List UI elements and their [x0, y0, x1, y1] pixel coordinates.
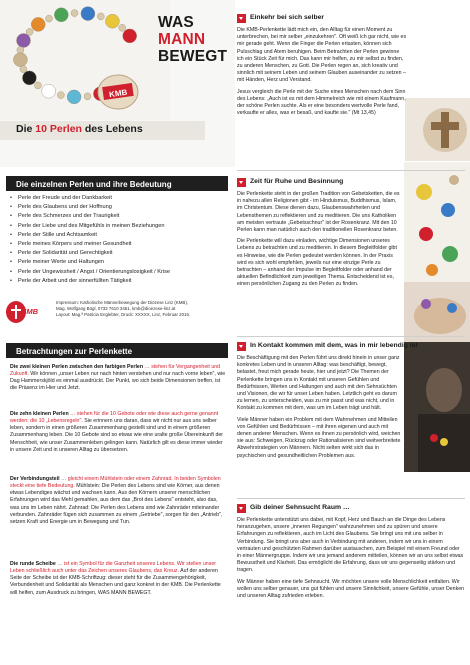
perle-item: • Perle meines Körpers und meiner Gesundheit — [10, 240, 230, 249]
bead — [119, 24, 126, 31]
paragraph: Die Beschäftigung mit den Perlen führt uns direkt hinein in unser ganz konkretes Leben und in unseren Alltag: was beschäftigt, bewegt, belastet, freut mich gerade heute, hier und jetzt? Die Themen der Perlenkette bringen uns in Kontakt mit unseren Gefühlen und Bedürfnissen, Werten und Haltungen und auch mit den Sehnsüchten und Visionen, die wir für unser Leben haben. Letztlich geht es darum zu lernen, zu unterscheiden, was zu mir passt und was nicht, und in Kontakt zu kommen mit dem, was um im Leben trägt und hält. — [237, 355, 400, 412]
chevron-down-icon — [237, 504, 246, 513]
betrachtung-block: Der Verbindungsteil … gleicht einem Mühlstein oder einem Zahnrad. In beiden Symbolen steckt eine tiefe Bedeutung. Mühlstein: Die Perlen des Lebens sind wie Körner, aus denen etwas Lebendiges wächst und wachsen kann. Aus den Körnern unserer menschlichen Erfahrungen wird das Mehl gemahlen, aus dem das „Brot des Lebens" entsteht, also das, was uns im Leben nährt. Zahnrad: Die Perlen des Lebens sind wie Zahnräder miteinander verbunden. Zahnräder fügen sich zusammen zu einem „Getriebe", sorgen für den „Antrieb", setzen Kraft und Energie um in Bewegung und Tun. — [10, 476, 223, 525]
bead — [105, 14, 119, 28]
betrachtung-block: Die zehn kleinen Perlen … stehen für die 10 Gebote oder wie diese auch gerne genannt werden: die 10 „Lebensregeln". Sie erinnern uns daran, dass wir nicht nur aus uns selber leben, sondern in einen größeren Zusammenhang gestellt sind und in einem größeren Zusammenhang leben. Die 10 Gebote sind so etwas wie eine uralte große Übereinkunft der Menschheit, wie unser Zusammenleben gelingen kann. Natürlich gilt es diese immer wieder in unsere Zeit und in unseren Alltag zu übersetzen. — [10, 411, 224, 453]
bead — [17, 34, 31, 48]
section-ruhe — [237, 178, 467, 289]
perle-item: • Perle der Liebe und des Mitgefühls in meinen Beziehungen — [10, 222, 230, 231]
divider — [237, 336, 465, 337]
perle-item: • Perle des Glaubens und der Hoffnung — [10, 203, 230, 212]
paragraph: Die Perlenkette will dazu einladen, wichtige Dimensionen unseres Lebens zu betrachten und zu meditieren. In diesem Begleitfolder gibt es Hinweise, wie die Perlen gedeutet werden können. In der Praxis wird es sich wohl empfehlen, jeweils nur eine einzige Perle zu betrachten – anhand der Impulse im Begleitfolder oder anhand der aktuellen Befindlichkeit zum jeweiligen Thema. Entscheidend ist es, einen persönlichen Zugang zu den Perlen zu finden. — [237, 238, 397, 288]
chevron-down-icon — [237, 14, 246, 23]
section-heading: In Kontakt kommen mit dem, was in mir lebendig ist — [250, 342, 418, 349]
svg-text:KMB: KMB — [108, 87, 128, 100]
paragraph: Jesus vergleich die Perle mit der Suche eines Menschen nach dem Sinn des Lebens: „Auch ist es mit dem Himmelreich wie mit einem Kaufmann, der schöne Perlen suchte. Als er eine besonders wertvolle Perle fand, verkaufte er alles, was er besaß, und kaufte sie." (Mt 13,45) — [237, 88, 406, 117]
section-kontakt — [237, 342, 467, 460]
bead — [84, 93, 91, 100]
chevron-down-icon — [237, 342, 246, 351]
chevron-down-icon — [237, 178, 246, 187]
bead — [22, 71, 36, 85]
brochure-title: WAS MANN BEWEGT — [158, 14, 228, 65]
bead — [67, 90, 81, 104]
betrachtung-block: Die zwei kleinen Perlen zwischen den farbigen Perlen … stehen für Vergangenheit und Zukunft. Wir können „unser Leben nur nach hinten verstehen und nur nach vorne leben", wie Dag Hammerskjöld es einmal ausdrückt. Der Punkt, wo sich beide Dimensionen treffen, ist die Präsenz im Hier und Jetzt. — [10, 364, 226, 392]
paragraph: Die Perlenkette steht in der großen Tradition von Gebetsketten, die es in nahezu allen Religionen gibt - im Hinduismus, Buddhismus, Islam, im Christentum. Diese dienen dazu, Glaubenswahrheiten und Lebensthemen zu reflektieren und zu meditieren. Die uns Katholiken am meisten vertraute „Gebetsschnur" ist der Rosenkranz. Mit den 10 Perlen kann man natürlich auch den traditionellen Rosenkranz beten. — [237, 191, 400, 234]
section-heading: Gib deiner Sehnsucht Raum … — [250, 504, 350, 511]
bead — [31, 17, 45, 31]
bead-bracelet-image — [0, 0, 170, 120]
paragraph: Die KMB-Perlenkette lädt mich ein, den Alltag für einen Moment zu unterbrechen, bei mir selber „einzukehren". Oft weiß ich gar nicht, wie es mir gerade geht. Wenn die Finger die Perlen ertasten, können sich Pulsschlag und Atem beruhigen. Beim Betrachten der Perlen gewinne ich ein Stück Zeit für mich. Das kann mir helfen, zu mir selbst zu finden, zu anderen Menschen, zu Gott. Die Perlen regen an, sich kreativ und sinnlich mit seinem Leben und seinem Glauben auseinander zu setzen – mit Händen, Herz und Verstand. — [237, 27, 407, 84]
bead — [97, 13, 104, 20]
section-heading-betrachtungen: Betrachtungen zur Perlenkette — [6, 343, 228, 358]
bead — [71, 10, 78, 17]
perle-item: • Perle der Solidarität und Gerechtigkeit — [10, 249, 230, 258]
perle-item: • Perle meiner Werte und Haltungen — [10, 258, 230, 267]
paragraph: Viele Männer haben ein Problem mit dem Wahrnehmen und Mitteilen von Gefühlen und Bedürfnissen – mit ihren eigenen und auch mit denen anderer Menschen. Wenn es ihnen zu persönlich wird, weichen sie aus: Schweigen, Rückzug oder Rationalisieren sind weitverbreitete Abwehrstrategien von Männern. Nicht selten wirkt sich das in psychischen und gesundheitlichen Problemen aus. — [237, 416, 401, 459]
section-heading: Einkehr bei sich selber — [250, 14, 325, 21]
bead — [34, 82, 41, 89]
bead — [17, 47, 24, 54]
bead — [123, 29, 137, 43]
perle-item: • Perle der Freude und der Dankbarkeit — [10, 194, 230, 203]
hero-banner — [0, 0, 235, 167]
hand-photo — [404, 282, 470, 342]
paragraph: Die Perlenkette unterstützt uns dabei, mit Kopf, Herz und Bauch an die Dinge des Lebens heranzugehen, unsere „inneren Regungen" wahrzunehmen und zu spüren und unsere Erfahrungen zu reflektieren, auch im Licht des Glaubens. Sie bringt uns mit uns selber in Verbindung. Sie bringt uns aber auch in Verbindung mit anderen, indem wir uns in einem vertrauten und geschützten Rahmen darüber austauschen, zum Beispiel mit einem Freund oder in einer Männergruppe. Indem wir uns jemand anderem mitteilen, können wir an uns selbst etwas Bewusstheit und Klarheit. Das ermöglicht die Erfahrung, dass wir uns gegenseitig stärken und tragen. — [237, 517, 464, 574]
bead — [13, 53, 27, 67]
perlen-list — [10, 194, 230, 286]
bead — [54, 8, 68, 22]
section-heading: Zeit für Ruhe und Besinnung — [250, 178, 344, 185]
brochure-subtitle: Die 10 Perlen des Lebens — [0, 121, 205, 140]
kmb-logo: KMB — [6, 301, 34, 325]
divider — [237, 170, 465, 171]
section-einkehr — [237, 14, 467, 117]
bead — [42, 84, 56, 98]
bead — [57, 92, 64, 99]
perle-item: • Perle der Stille und Achtsamkeit — [10, 231, 230, 240]
betrachtung-block: Die runde Scheibe … ist ein Symbol für die Ganzheit unseres Lebens. Wir stellen unser Leben schließlich auch unter das Zeichen unseres Glaubens, das Kreuz. Auf der anderen Seite der Scheibe ist der KMB-Schriftzug: dieser steht für die Zusammengehörigkeit, Verbundenheit und Solidarität als Menschen und ganz konkret in der KMB. Die Perlenkette will helfen, zum Ausdruck zu bringen, WAS MANN BEWEGT. — [10, 561, 221, 596]
perle-item: • Perle der Ungewissheit / Angst / Orientierungslosigkeit / Krise — [10, 268, 230, 277]
paragraph: Wir Männer haben eine tiefe Sehnsucht. Wir möchten unsere volle Menschlichkeit entfalten. Wir wollen uns selber genauer, uns gut fühlen und unsere Sinnlichkeit, unsere Gefühle, unser Denken und unseren Alltag zufrieden erleben. — [237, 578, 465, 600]
perle-item: • Perle des Schmerzes und der Traurigkeit — [10, 212, 230, 221]
perle-item: • Perle der Arbeit und der sinnerfüllten Tätigkeit — [10, 277, 230, 286]
imprint-text: Impressum: Katholische Männerbewegung der Diözese Linz (KMB), Mag. Wolfgang Bögl, 0732 7610 3461, kmb@dioezese-linz.at Layout: Mag.ª Patricia Englebter, Druck: XXXXX, Linz, Februar 2016. — [56, 300, 191, 318]
bead — [81, 7, 95, 21]
bead — [46, 15, 53, 22]
divider — [237, 498, 465, 499]
imprint — [6, 300, 230, 326]
section-heading-perlen: Die einzelnen Perlen und ihre Bedeutung — [6, 176, 228, 191]
section-sehnsucht — [237, 504, 467, 600]
